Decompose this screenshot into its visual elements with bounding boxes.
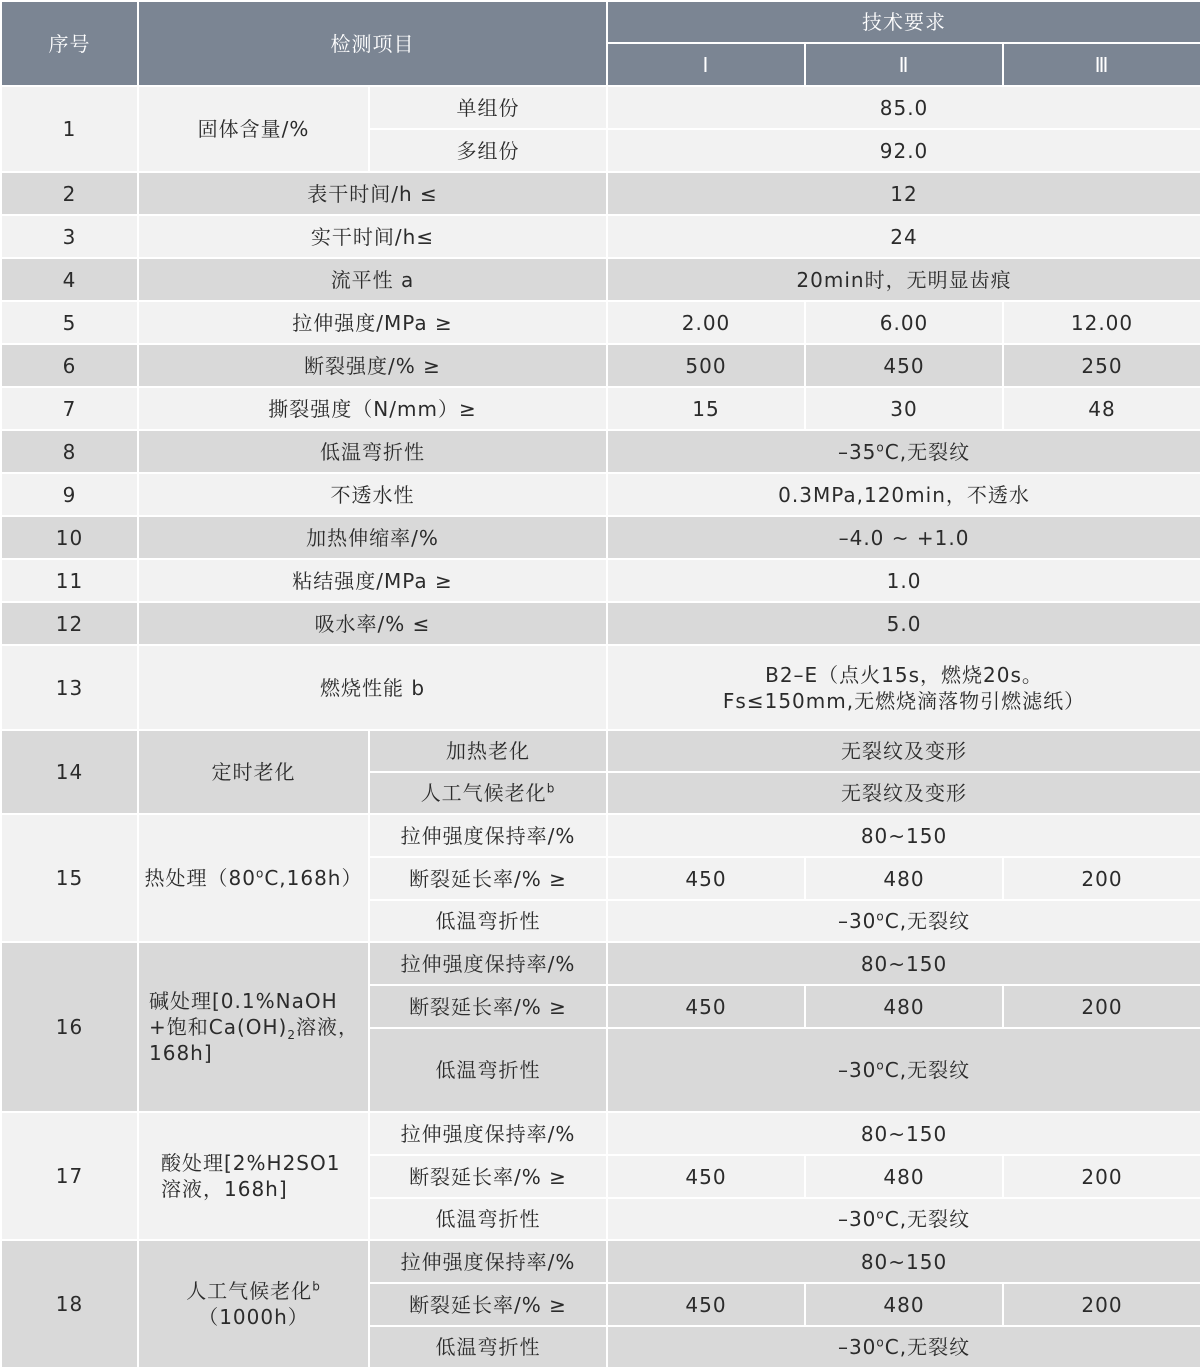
row-value: 0.3MPa,120min，不透水	[607, 473, 1200, 516]
row-subitem: 低温弯折性	[369, 1198, 607, 1240]
row-no: 7	[1, 387, 138, 430]
row-item: 实干时间/h≤	[138, 215, 607, 258]
row-value: 85.0	[607, 86, 1200, 129]
subitem-text: 人工气候老化	[420, 781, 547, 805]
value-part: –30	[837, 1058, 877, 1082]
row-value: –4.0 ~ +1.0	[607, 516, 1200, 559]
row-value: 80~150	[607, 1112, 1200, 1155]
row-no: 6	[1, 344, 138, 387]
row-item: 粘结强度/MPa ≥	[138, 559, 607, 602]
row-value: 24	[607, 215, 1200, 258]
header-grade-1: Ⅰ	[607, 43, 805, 86]
row-value: 92.0	[607, 129, 1200, 172]
row-subitem: 断裂延长率/% ≥	[369, 985, 607, 1028]
row-item: 拉伸强度/MPa ≥	[138, 301, 607, 344]
header-no: 序号	[1, 1, 138, 86]
row-value-grade-3: 200	[1003, 1283, 1200, 1326]
degree-mark: o	[876, 1058, 885, 1073]
row-value	[607, 1198, 1200, 1240]
row-subitem: 拉伸强度保持率/%	[369, 1112, 607, 1155]
row-value-grade-2: 6.00	[805, 301, 1003, 344]
row-item: 流平性 a	[138, 258, 607, 301]
row-item	[138, 942, 369, 1112]
row-item	[138, 1112, 369, 1240]
value-line: Fs≤150mm,无燃烧滴落物引燃滤纸）	[722, 688, 1086, 713]
value-line: B2–E（点火15s，燃烧20s。	[765, 662, 1043, 687]
footnote-mark: b	[546, 781, 556, 796]
item-text: C,168h）	[264, 866, 363, 890]
row-subitem: 断裂延长率/% ≥	[369, 857, 607, 900]
value-part: C,无裂纹	[884, 439, 971, 464]
row-no: 4	[1, 258, 138, 301]
row-value	[607, 1028, 1200, 1112]
row-item: 断裂强度/% ≥	[138, 344, 607, 387]
value-part: C,无裂纹	[884, 1207, 971, 1231]
degree-mark: o	[876, 1335, 885, 1350]
row-subitem: 断裂延长率/% ≥	[369, 1283, 607, 1326]
value-part: –30	[837, 1335, 877, 1359]
item-line: 碱处理[0.1%NaOH	[149, 989, 338, 1013]
row-value-grade-1: 450	[607, 1283, 805, 1326]
item-text: 热处理（80	[144, 866, 256, 890]
row-subitem: 低温弯折性	[369, 900, 607, 942]
table-row	[1, 301, 1200, 344]
table-row	[1, 1240, 1200, 1283]
item-line: （1000h）	[198, 1305, 309, 1329]
row-no: 12	[1, 602, 138, 645]
value-part: –35	[837, 439, 877, 464]
table-row	[1, 473, 1200, 516]
row-subitem: 加热老化	[369, 730, 607, 772]
row-subitem: 拉伸强度保持率/%	[369, 1240, 607, 1283]
item-line: 溶液，168h]	[161, 1177, 288, 1201]
row-value-grade-3: 200	[1003, 985, 1200, 1028]
table-row	[1, 430, 1200, 473]
degree-mark: o	[255, 866, 265, 881]
degree-mark: o	[876, 1207, 885, 1222]
value-part: C,无裂纹	[884, 1335, 971, 1359]
row-item: 撕裂强度（N/mm）≥	[138, 387, 607, 430]
item-line	[139, 1278, 368, 1304]
item-text: 人工气候老化	[186, 1279, 313, 1303]
row-no: 1	[1, 86, 138, 172]
row-value	[607, 645, 1200, 730]
table-row	[1, 172, 1200, 215]
table-row	[1, 942, 1200, 985]
header-item: 检测项目	[138, 1, 607, 86]
row-value-grade-1: 450	[607, 1155, 805, 1198]
table-row	[1, 516, 1200, 559]
row-value: 80~150	[607, 1240, 1200, 1283]
row-item: 定时老化	[138, 730, 369, 814]
row-value-grade-1: 2.00	[607, 301, 805, 344]
row-no: 11	[1, 559, 138, 602]
table-row	[1, 730, 1200, 772]
row-value: 5.0	[607, 602, 1200, 645]
row-subitem: 拉伸强度保持率/%	[369, 942, 607, 985]
row-subitem: 多组份	[369, 129, 607, 172]
row-value-grade-2: 480	[805, 1283, 1003, 1326]
row-value: 无裂纹及变形	[607, 772, 1200, 814]
table-row	[1, 215, 1200, 258]
row-value: 无裂纹及变形	[607, 730, 1200, 772]
row-value-grade-2: 30	[805, 387, 1003, 430]
table-row	[1, 1112, 1200, 1155]
row-value-grade-2: 450	[805, 344, 1003, 387]
value-part: –30	[837, 909, 877, 933]
footnote-mark: b	[312, 1279, 321, 1294]
row-value-grade-1: 450	[607, 857, 805, 900]
value-part: –30	[837, 1207, 877, 1231]
row-no: 14	[1, 730, 138, 814]
row-no: 10	[1, 516, 138, 559]
subscript: 2	[287, 1028, 297, 1042]
row-value	[607, 1326, 1200, 1368]
row-no: 13	[1, 645, 138, 730]
row-item: 不透水性	[138, 473, 607, 516]
value-part: C,无裂纹	[884, 1058, 971, 1082]
row-no: 18	[1, 1240, 138, 1368]
row-value	[607, 900, 1200, 942]
row-subitem: 断裂延长率/% ≥	[369, 1155, 607, 1198]
row-value-grade-2: 480	[805, 857, 1003, 900]
row-value-grade-2: 480	[805, 985, 1003, 1028]
row-no: 17	[1, 1112, 138, 1240]
row-no: 5	[1, 301, 138, 344]
row-no: 15	[1, 814, 138, 942]
row-item: 吸水率/% ≤	[138, 602, 607, 645]
row-value-grade-3: 200	[1003, 1155, 1200, 1198]
item-line: 酸处理[2%H2SO1	[161, 1151, 341, 1175]
degree-mark: o	[876, 439, 885, 454]
table-row	[1, 602, 1200, 645]
value-part: C,无裂纹	[884, 909, 971, 933]
row-subitem: 单组份	[369, 86, 607, 129]
row-value: 80~150	[607, 942, 1200, 985]
row-subitem: 低温弯折性	[369, 1028, 607, 1112]
row-no: 3	[1, 215, 138, 258]
row-value-grade-3: 12.00	[1003, 301, 1200, 344]
header-grade-3: Ⅲ	[1003, 43, 1200, 86]
table-row	[1, 559, 1200, 602]
row-value-grade-1: 15	[607, 387, 805, 430]
row-item	[138, 814, 369, 942]
row-subitem	[369, 772, 607, 814]
row-value: 20min时，无明显齿痕	[607, 258, 1200, 301]
row-subitem: 低温弯折性	[369, 1326, 607, 1368]
row-value-grade-1: 450	[607, 985, 805, 1028]
row-value: 12	[607, 172, 1200, 215]
row-no: 8	[1, 430, 138, 473]
table-row	[1, 814, 1200, 857]
row-item: 固体含量/%	[138, 86, 369, 172]
row-value-grade-3: 48	[1003, 387, 1200, 430]
row-value: 80~150	[607, 814, 1200, 857]
header-grade-2: Ⅱ	[805, 43, 1003, 86]
row-no: 9	[1, 473, 138, 516]
row-item: 燃烧性能 b	[138, 645, 607, 730]
row-item	[138, 1240, 369, 1368]
row-value-grade-3: 250	[1003, 344, 1200, 387]
row-no: 2	[1, 172, 138, 215]
item-line: 168h]	[149, 1041, 213, 1065]
row-item: 表干时间/h ≤	[138, 172, 607, 215]
row-value: 1.0	[607, 559, 1200, 602]
table-row	[1, 258, 1200, 301]
row-subitem: 拉伸强度保持率/%	[369, 814, 607, 857]
table-row	[1, 344, 1200, 387]
row-value	[607, 430, 1200, 473]
row-item: 低温弯折性	[138, 430, 607, 473]
row-value-grade-1: 500	[607, 344, 805, 387]
row-item: 加热伸缩率/%	[138, 516, 607, 559]
row-no: 16	[1, 942, 138, 1112]
item-line	[149, 1014, 368, 1040]
row-value-grade-2: 480	[805, 1155, 1003, 1198]
item-text: +饱和Ca(OH)	[149, 1015, 288, 1039]
table-row	[1, 645, 1200, 730]
header-requirement: 技术要求	[607, 1, 1200, 43]
degree-mark: o	[876, 909, 885, 924]
table-row	[1, 86, 1200, 129]
row-value-grade-3: 200	[1003, 857, 1200, 900]
item-text: 溶液，	[296, 1015, 360, 1039]
table-row	[1, 387, 1200, 430]
